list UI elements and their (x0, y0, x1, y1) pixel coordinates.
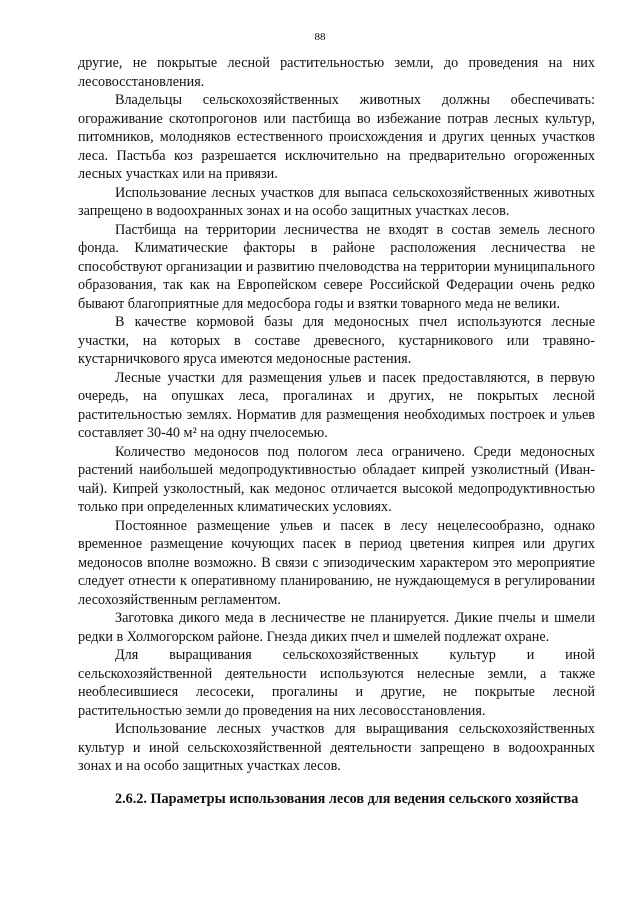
paragraph-honey-plants: Количество медоносов под пологом леса ограничено. Среди медоносных растений наибольшей медопродуктивностью обладает кипрей узколистный (Иван-чай). Кипрей узколостный, как медонос отличается высокой медопродуктивностью только при определенных климатических условиях. (78, 443, 595, 515)
paragraph-grazing-prohibition: Использование лесных участков для выпаса сельскохозяйственных животных запрещено в водоохранных зонах и на особо защитных участках лесов. (78, 184, 595, 219)
page-number: 88 (314, 31, 326, 43)
document-body (78, 54, 595, 808)
paragraph-forage-base: В качестве кормовой базы для медоносных пчел используются лесные участки, на которых в составе древесного, кустарникового или травяно-кустарничкового яруса имеются медоносные растения. (78, 314, 595, 367)
paragraph-livestock-owners: Владельцы сельскохозяйственных животных должны обеспечивать: огораживание скотопрогонов или пастбища во избежание потрав лесных культур, питомников, молодняков естественного происхождения и других ценных участков леса. Пастьба коз разрешается исключительно на предварительно огороженных лесных участках или на привязи. (78, 92, 595, 182)
paragraph-apiary-placement: Лесные участки для размещения ульев и пасек предоставляются, в первую очередь, на опушках леса, прогалинах и других, не покрытых лесной растительностью землях. Норматив для размещения необходимых построек и ульев составляет 30-40 м² на одну пчелосемью. (78, 369, 595, 441)
paragraph-pastures-beekeeping: Пастбища на территории лесничества не входят в состав земель лесного фонда. Климатические факторы в районе расположения лесничества не способствуют организации и развитию пчеловодства на территории муниципального образования, так как на Европейском севере Российской Федерации очень редко бывают благоприятные для медосбора годы и взятки товарного меда не велики. (78, 221, 595, 312)
paragraph-wild-honey: Заготовка дикого меда в лесничестве не планируется. Дикие пчелы и шмели редки в Холмогорском районе. Гнезда диких пчел и шмелей подлежат охране. (78, 610, 595, 645)
paragraph-temporary-apiaries: Постоянное размещение ульев и пасек в лесу нецелесообразно, однако временное размещение кочующих пасек в период цветения кипрея или других медоносов вполне возможно. В связи с эпизодическим характером это мероприятие следует отнести к оперативному планированию, не нуждающемуся в регулировании лесохозяйственным регламентом. (78, 517, 595, 608)
section-heading: 2.6.2. Параметры использования лесов для ведения сельского хозяйства (115, 790, 579, 807)
paragraph-agriculture-prohibition: Использование лесных участков для выращивания сельскохозяйственных культур и иной сельскохозяйственной деятельности запрещено в водоохранных зонах и на особо защитных участках лесов. (78, 721, 595, 774)
paragraph-agriculture-lands: Для выращивания сельскохозяйственных культур и иной сельскохозяйственной деятельности используются нелесные земли, а также необлесившиеся лесосеки, прогалины и другие, не покрытые лесной растительностью земли до проведения на них лесовосстановления. (78, 647, 595, 719)
paragraph-continuation: другие, не покрытые лесной растительностью земли, до проведения на них лесовосстановления. (78, 55, 595, 90)
